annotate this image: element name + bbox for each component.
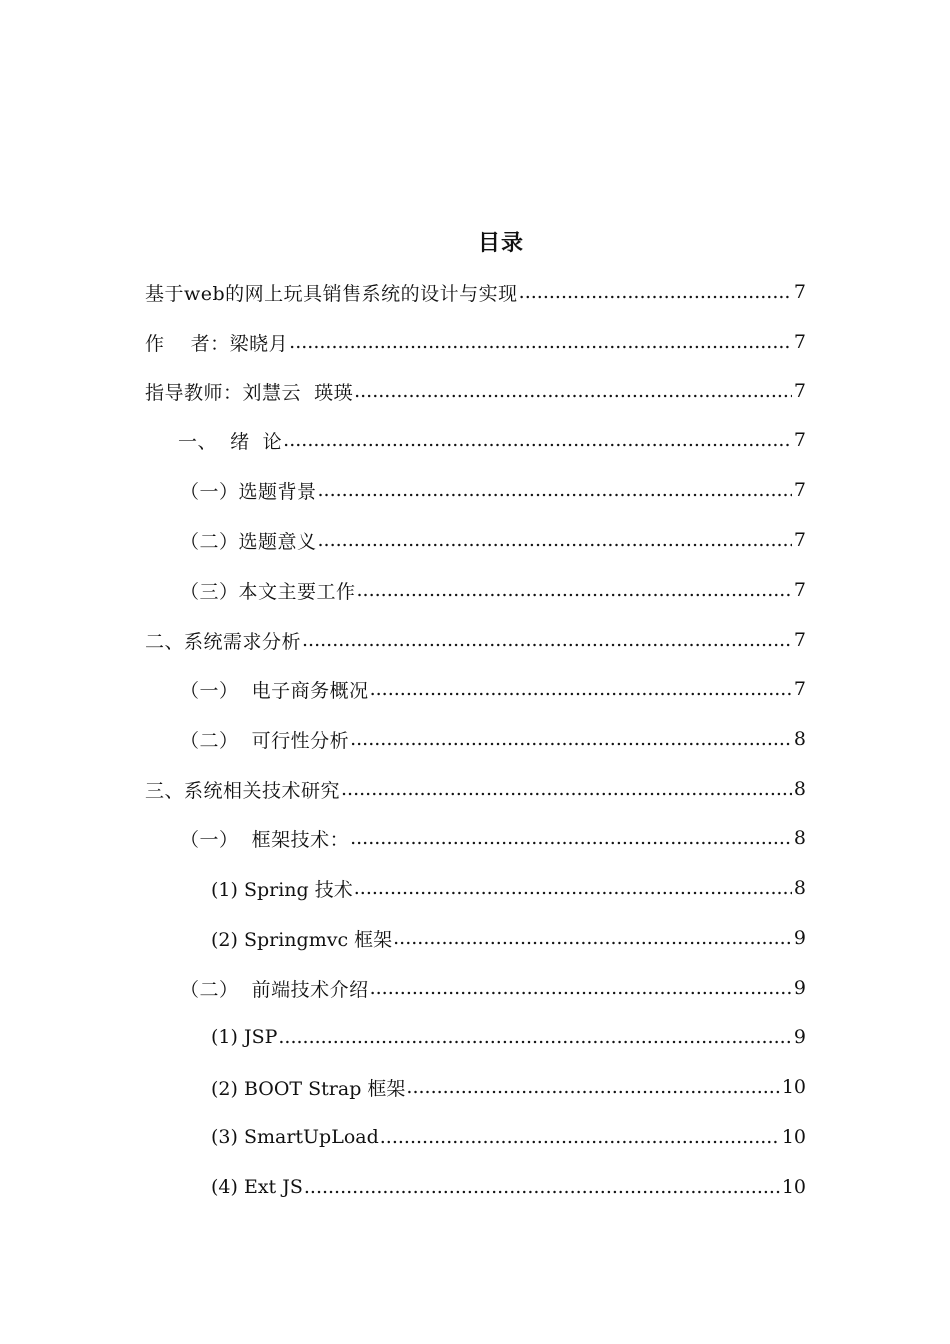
toc-entry-label: （二）选题意义	[180, 530, 317, 553]
toc-entry[interactable]	[145, 769, 806, 809]
toc-page-number: 9	[793, 927, 806, 949]
toc-title: 目录	[477, 230, 524, 256]
toc-page-number: 7	[793, 429, 806, 451]
toc-entry[interactable]	[211, 1067, 806, 1107]
toc-entry-label: 指导教师：刘慧云 瑛瑛	[145, 381, 354, 404]
toc-dot-leader	[283, 429, 792, 451]
toc-dot-leader	[350, 827, 792, 849]
toc-page-number: 10	[781, 1176, 806, 1198]
toc-entry-label: (1) Spring 技术	[211, 878, 353, 901]
toc-entry-label: (1) JSP	[211, 1026, 278, 1048]
toc-dot-leader	[289, 331, 792, 353]
toc-dot-leader	[406, 1076, 779, 1098]
toc-entry-label: （一） 框架技术：	[180, 828, 350, 851]
toc-entry-label: 二、系统需求分析	[145, 630, 302, 653]
toc-entry-label: 作 者：梁晓月	[145, 332, 289, 355]
toc-entry[interactable]	[178, 420, 806, 460]
toc-entry[interactable]	[180, 719, 806, 759]
toc-dot-leader	[350, 728, 792, 750]
toc-dot-leader	[354, 380, 792, 402]
toc-entry-label: （二） 前端技术介绍	[180, 978, 369, 1001]
toc-entry[interactable]	[211, 1017, 806, 1057]
toc-entry-label: （一） 电子商务概况	[180, 679, 369, 702]
toc-entry-label: (2) BOOT Strap 框架	[211, 1077, 406, 1100]
toc-page-number: 8	[793, 827, 806, 849]
toc-dot-leader	[357, 579, 792, 601]
toc-dot-leader	[318, 479, 792, 501]
toc-page-number: 8	[793, 877, 806, 899]
toc-entry[interactable]	[180, 818, 806, 858]
toc-dot-leader	[278, 1026, 792, 1048]
toc-entry[interactable]	[145, 371, 806, 411]
toc-dot-leader	[370, 977, 792, 999]
toc-entry-label: (2) Springmvc 框架	[211, 928, 393, 951]
toc-dot-leader	[370, 678, 792, 700]
toc-page-number: 7	[793, 629, 806, 651]
toc-page-number: 8	[793, 728, 806, 750]
toc-entry[interactable]	[211, 1117, 806, 1157]
toc-page-number: 7	[793, 579, 806, 601]
toc-page-number: 7	[793, 281, 806, 303]
toc-page-number: 9	[793, 977, 806, 999]
toc-entry[interactable]	[145, 322, 806, 362]
toc-entry[interactable]	[211, 918, 806, 958]
toc-entry[interactable]	[145, 620, 806, 660]
toc-dot-leader	[393, 927, 792, 949]
toc-entry-label: （一）选题背景	[180, 480, 317, 503]
toc-entry[interactable]	[180, 520, 806, 560]
toc-entry[interactable]	[180, 470, 806, 510]
toc-page-number: 7	[793, 380, 806, 402]
toc-dot-leader	[341, 778, 792, 800]
toc-entry-label: 一、 绪 论	[178, 430, 283, 453]
toc-dot-leader	[380, 1126, 780, 1148]
toc-page-number: 7	[793, 331, 806, 353]
toc-page-number: 9	[793, 1026, 806, 1048]
toc-entry-label: 基于web的网上玩具销售系统的设计与实现	[145, 282, 518, 305]
toc-entry[interactable]	[180, 570, 806, 610]
toc-entry-label: (4) Ext JS	[211, 1176, 303, 1198]
toc-page-number: 7	[793, 678, 806, 700]
toc-entry-label: （二） 可行性分析	[180, 729, 350, 752]
toc-dot-leader	[304, 1176, 780, 1198]
toc-entry[interactable]	[211, 868, 806, 908]
toc-page-number: 8	[793, 778, 806, 800]
toc-dot-leader	[519, 281, 792, 303]
toc-page-number: 7	[793, 529, 806, 551]
toc-entry-label: （三）本文主要工作	[180, 580, 356, 603]
toc-page-number: 10	[781, 1126, 806, 1148]
toc-dot-leader	[302, 629, 792, 651]
toc-entry[interactable]	[180, 968, 806, 1008]
toc-dot-leader	[318, 529, 792, 551]
toc-page-number: 10	[781, 1076, 806, 1098]
toc-entry[interactable]	[211, 1167, 806, 1207]
toc-page-number: 7	[793, 479, 806, 501]
toc-dot-leader	[354, 877, 792, 899]
toc-entry-label: (3) SmartUpLoad	[211, 1126, 379, 1148]
toc-entry[interactable]	[145, 272, 806, 312]
toc-entry[interactable]	[180, 669, 806, 709]
toc-entry-label: 三、系统相关技术研究	[145, 779, 341, 802]
